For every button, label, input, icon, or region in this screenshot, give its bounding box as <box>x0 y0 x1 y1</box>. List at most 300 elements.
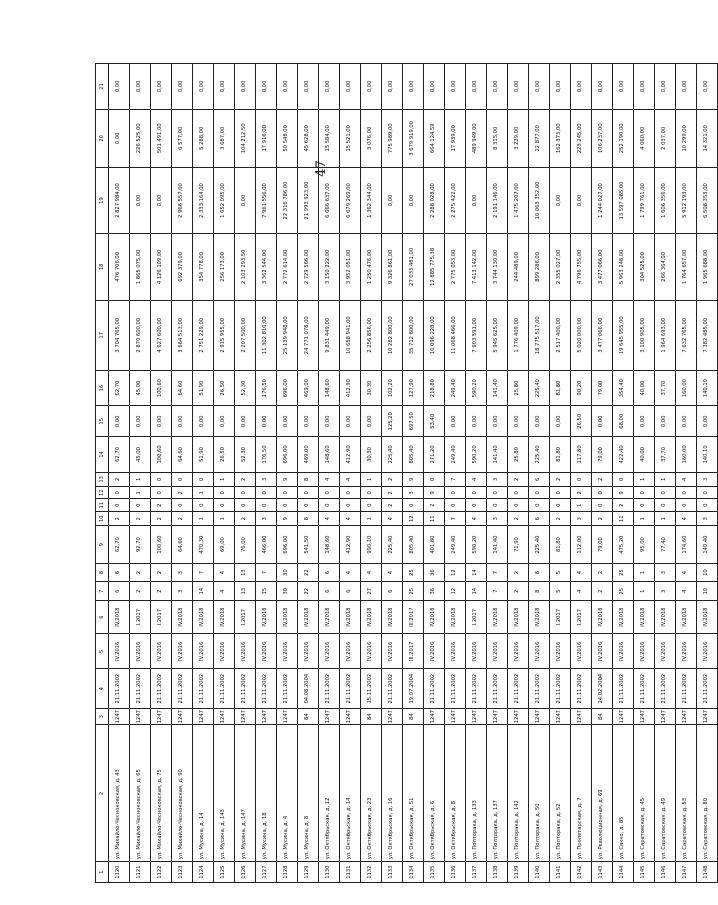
table-cell: 176,50 <box>256 437 277 472</box>
table-cell: 13 597 085,00 <box>613 167 634 233</box>
table-cell: 0,00 <box>361 406 382 437</box>
table-cell: 127,90 <box>403 371 424 406</box>
table-cell: 1 606 356,00 <box>655 167 676 233</box>
table-cell: 4 <box>340 511 361 526</box>
table-cell: 354 778,00 <box>193 234 214 300</box>
table-cell: 174,60 <box>676 526 697 563</box>
table-cell: 1133 <box>382 862 403 883</box>
table-cell: 0 <box>550 499 571 511</box>
table-cell: 8 315,00 <box>487 109 508 167</box>
table-cell: IV.2016 <box>361 634 382 669</box>
table-cell: 37,70 <box>655 371 676 406</box>
column-number: 21 <box>96 64 109 110</box>
table-cell: 0 <box>697 499 718 511</box>
table-cell: 10 282 800,00 <box>382 300 403 370</box>
table-cell: 2 <box>130 511 151 526</box>
table-cell: 0 <box>172 499 193 511</box>
table-cell: 466,00 <box>256 526 277 563</box>
table-row <box>256 64 277 883</box>
table-cell: 79,00 <box>592 437 613 472</box>
table-cell: 1 <box>130 487 151 499</box>
table-cell: 21.11.2002 <box>319 669 340 708</box>
table-cell: IV.2016 <box>676 634 697 669</box>
table-cell: 271,20 <box>424 437 445 472</box>
address-cell: ул. Октябрьская, д. 51 <box>403 725 424 862</box>
table-row <box>319 64 340 883</box>
table-cell: 0 <box>676 499 697 511</box>
table-cell: 0,00 <box>277 406 298 437</box>
table-cell: IV.2018 <box>193 601 214 634</box>
table-cell: 10 <box>697 582 718 601</box>
table-cell: 1147 <box>676 862 697 883</box>
table-cell: 3 <box>172 563 193 582</box>
table-cell: 2 <box>130 563 151 582</box>
table-cell: IV.2016 <box>319 634 340 669</box>
table-cell: 27 033 481,00 <box>403 234 424 300</box>
table-cell: 0,00 <box>487 64 508 110</box>
table-cell: 0,00 <box>529 406 550 437</box>
table-cell: 19.07.2004 <box>403 669 424 708</box>
table-cell: 5 912 193,00 <box>676 167 697 233</box>
table-cell: 1 475 207,00 <box>508 167 529 233</box>
table-cell: IV.2016 <box>487 634 508 669</box>
table-cell: IV.2016 <box>235 634 256 669</box>
table-cell: 6 <box>109 582 130 601</box>
table-cell: 81,80 <box>550 371 571 406</box>
table-cell: 21.11.2002 <box>571 669 592 708</box>
table-cell: 3 <box>172 582 193 601</box>
table-cell: 11 <box>613 511 634 526</box>
table-cell: I.2017 <box>571 601 592 634</box>
table-cell: 1143 <box>592 862 613 883</box>
table-cell: IV.2016 <box>151 634 172 669</box>
table-cell: 0,00 <box>277 64 298 110</box>
table-cell: 0,00 <box>172 64 193 110</box>
table-row <box>130 64 151 883</box>
table-cell: IV.2016 <box>529 634 550 669</box>
table-cell: 1247 <box>487 708 508 725</box>
table-cell: 9 326 861,00 <box>382 234 403 300</box>
table-cell: 90,20 <box>571 371 592 406</box>
table-cell: IV.2018 <box>382 601 403 634</box>
table-cell: 35 712 600,00 <box>403 300 424 370</box>
table-cell: 0,00 <box>256 406 277 437</box>
table-cell: IV.2018 <box>298 601 319 634</box>
table-row <box>298 64 319 883</box>
address-cell: ул. Михайло-Чесноковская, д. 65 <box>130 725 151 862</box>
table-cell: 1 652 095,00 <box>214 167 235 233</box>
table-cell: 0,00 <box>466 406 487 437</box>
table-cell: 2 <box>508 563 529 582</box>
table-cell: I.2017 <box>550 601 571 634</box>
column-number: 3 <box>96 708 109 725</box>
table-cell: 1 799 761,00 <box>634 167 655 233</box>
table-cell: 11 <box>424 511 445 526</box>
table-cell: 1123 <box>172 862 193 883</box>
table-cell: 401,80 <box>424 526 445 563</box>
table-cell: 2 <box>550 511 571 526</box>
table-row <box>193 64 214 883</box>
table-cell: 3 679 919,00 <box>403 109 424 167</box>
table-cell: 2 <box>592 582 613 601</box>
table-cell: 2 915 955,00 <box>214 300 235 370</box>
table-cell: 2 729 566,00 <box>298 234 319 300</box>
table-cell: 0,00 <box>655 406 676 437</box>
table-cell: 21.11.2002 <box>256 669 277 708</box>
address-cell: ул. Полторака, д. 50 <box>529 725 550 862</box>
table-cell: 541,50 <box>298 526 319 563</box>
table-cell: 21.11.2002 <box>130 669 151 708</box>
table-cell: 2 <box>592 511 613 526</box>
header-row <box>96 64 109 883</box>
table-cell: 6 <box>340 582 361 601</box>
table-cell: 40,00 <box>634 437 655 472</box>
table-cell: 9 <box>403 472 424 487</box>
table-cell: 36 <box>424 563 445 582</box>
address-cell: ул. Мусина, д. 147 <box>235 725 256 862</box>
table-cell: 9 <box>613 487 634 499</box>
table-cell: 52,30 <box>235 437 256 472</box>
table-cell: 140,10 <box>697 437 718 472</box>
table-cell: IV.2018 <box>340 601 361 634</box>
table-cell: 69,00 <box>214 526 235 563</box>
table-cell: 2 103 293,50 <box>235 234 256 300</box>
table-cell: 0 <box>256 487 277 499</box>
table-cell: 1 <box>193 511 214 526</box>
table-cell: 2 <box>592 472 613 487</box>
table-cell: 1 <box>361 472 382 487</box>
table-cell: IV.2016 <box>550 634 571 669</box>
table-cell: 6 <box>529 472 550 487</box>
table-cell: 1125 <box>214 862 235 883</box>
table-cell: 148,60 <box>319 437 340 472</box>
table-row <box>550 64 571 883</box>
table-cell: 21.11.2002 <box>508 669 529 708</box>
table-cell: 6 508 353,00 <box>697 167 718 233</box>
table-cell: IV.2016 <box>655 634 676 669</box>
table-cell: 1 <box>361 511 382 526</box>
table-cell: 1247 <box>571 708 592 725</box>
table-cell: 64,60 <box>172 526 193 563</box>
table-cell: 3 477 066,00 <box>592 300 613 370</box>
table-cell: 17 916,00 <box>256 109 277 167</box>
table-cell: 0 <box>592 487 613 499</box>
table-cell: 13 <box>235 582 256 601</box>
table-cell: 249,40 <box>445 371 466 406</box>
table-cell: 2 <box>172 487 193 499</box>
table-cell: 17 939,00 <box>445 109 466 167</box>
table-cell: 0 <box>508 499 529 511</box>
table-row <box>613 64 634 883</box>
table-cell: 3 704 765,00 <box>109 300 130 370</box>
table-row <box>697 64 718 883</box>
table-cell: 0,00 <box>256 64 277 110</box>
table-cell: 225,40 <box>529 371 550 406</box>
address-cell: ул. Октябрьская, д. 8 <box>445 725 466 862</box>
table-cell: 696,00 <box>277 437 298 472</box>
table-cell: 4 <box>382 511 403 526</box>
table-cell: IV.2016 <box>130 634 151 669</box>
table-cell: 0 <box>424 472 445 487</box>
table-cell: 22 316 786,00 <box>277 167 298 233</box>
table-cell: 14 <box>466 582 487 601</box>
table-cell: 0,00 <box>550 64 571 110</box>
table-cell: 141,40 <box>487 371 508 406</box>
table-cell: 21.11.2002 <box>550 669 571 708</box>
address-cell: ул. Саратовская, д. 53 <box>676 725 697 862</box>
table-cell: 0 <box>466 499 487 511</box>
table-cell: 0,00 <box>550 406 571 437</box>
table-cell: 469,00 <box>298 437 319 472</box>
table-cell: 6 666 637,00 <box>319 167 340 233</box>
table-cell: 0 <box>655 487 676 499</box>
table-cell: 21.11.2002 <box>676 669 697 708</box>
table-cell: 475,20 <box>613 526 634 563</box>
table-cell: 0 <box>172 472 193 487</box>
table-cell: 1135 <box>424 862 445 883</box>
table-cell: 2 751 229,00 <box>193 300 214 370</box>
table-cell: 30,30 <box>361 371 382 406</box>
column-number: 14 <box>96 437 109 472</box>
table-cell: 2 256 856,00 <box>361 300 382 370</box>
table-cell: 1121 <box>130 862 151 883</box>
table-cell: 2 288 028,00 <box>424 167 445 233</box>
table-cell: 6 <box>319 563 340 582</box>
table-cell: 0,00 <box>613 64 634 110</box>
table-cell: 805,40 <box>403 526 424 563</box>
table-cell: 10 063 352,00 <box>529 167 550 233</box>
table-cell: 100,60 <box>151 526 172 563</box>
table-cell: 18 775 517,00 <box>529 300 550 370</box>
table-cell: 15 <box>256 582 277 601</box>
table-cell: 249,40 <box>445 526 466 563</box>
table-cell: 225,40 <box>529 437 550 472</box>
table-cell: IV.2016 <box>340 634 361 669</box>
table-cell: 6 <box>382 582 403 601</box>
address-cell: ул. Мусина, д. 8 <box>298 725 319 862</box>
table-cell: 0,00 <box>697 64 718 110</box>
data-table <box>95 63 718 883</box>
table-cell: 1247 <box>109 708 130 725</box>
table-cell: 0,00 <box>466 64 487 110</box>
table-cell: 0 <box>256 499 277 511</box>
address-cell: ул. Октябрьская, д. 14 <box>340 725 361 862</box>
table-cell: 10 299,00 <box>676 109 697 167</box>
table-cell: 3 744 130,00 <box>487 234 508 300</box>
table-cell: IV.2018 <box>109 601 130 634</box>
table-cell: 2 355 027,00 <box>550 234 571 300</box>
table-cell: 2 870 600,00 <box>130 300 151 370</box>
table-cell: 0 <box>235 487 256 499</box>
table-cell: 25 <box>403 563 424 582</box>
table-cell: 2 333 164,00 <box>193 167 214 233</box>
table-cell: 21.11.2002 <box>487 669 508 708</box>
table-cell: 590,20 <box>466 371 487 406</box>
address-cell: ул. Октябрьская, д. 6 <box>424 725 445 862</box>
table-cell: 0 <box>277 487 298 499</box>
table-cell: 0,00 <box>130 64 151 110</box>
table-cell: 1126 <box>235 862 256 883</box>
table-cell: 4 <box>676 582 697 601</box>
table-cell: 16 096 228,00 <box>424 300 445 370</box>
table-cell: 0,00 <box>298 64 319 110</box>
table-cell: 0 <box>676 487 697 499</box>
table-cell: 1247 <box>655 708 676 725</box>
table-cell: 0,00 <box>508 64 529 110</box>
table-cell: 0 <box>634 487 655 499</box>
table-cell: 25 <box>613 582 634 601</box>
column-number: 5 <box>96 634 109 669</box>
table-cell: 0,00 <box>466 167 487 233</box>
table-cell: 3 687,00 <box>214 109 235 167</box>
table-cell: 36 <box>424 582 445 601</box>
table-cell: 79,00 <box>592 526 613 563</box>
table-cell: 2 <box>508 582 529 601</box>
table-cell: 1247 <box>508 708 529 725</box>
table-row <box>277 64 298 883</box>
table-cell: 696,00 <box>277 371 298 406</box>
table-cell: 1136 <box>445 862 466 883</box>
table-cell: 26,50 <box>214 437 235 472</box>
table-cell: 470,30 <box>193 526 214 563</box>
table-cell: 697,50 <box>403 406 424 437</box>
table-cell: 805,40 <box>403 437 424 472</box>
table-cell: 7 <box>193 563 214 582</box>
table-cell: IV.2016 <box>256 634 277 669</box>
address-cell: ул. Октябрьская, д. 12 <box>319 725 340 862</box>
table-cell: 412,90 <box>340 526 361 563</box>
column-number: 7 <box>96 582 109 601</box>
table-cell: 3 <box>256 472 277 487</box>
table-cell: 1247 <box>214 708 235 725</box>
table-cell: 1122 <box>151 862 172 883</box>
table-cell: 1 764 657,00 <box>676 234 697 300</box>
table-cell: III.2017 <box>403 634 424 669</box>
table-cell: 5 288,00 <box>193 109 214 167</box>
table-cell: 0,00 <box>655 64 676 110</box>
table-cell: 2 775 053,00 <box>445 234 466 300</box>
table-cell: 21.11.2002 <box>151 669 172 708</box>
table-cell: 0,00 <box>151 167 172 233</box>
table-cell: 0 <box>466 487 487 499</box>
column-number: 17 <box>96 300 109 370</box>
table-cell: IV.2018 <box>172 601 193 634</box>
table-row <box>571 64 592 883</box>
table-cell: 11 302 816,00 <box>256 300 277 370</box>
column-number: 2 <box>96 725 109 862</box>
table-cell: 1 <box>571 499 592 511</box>
table-cell: I.2017 <box>151 601 172 634</box>
table-cell: 1 250 476,00 <box>361 234 382 300</box>
table-cell: 13 <box>235 563 256 582</box>
address-cell: ул. Полторака, д. 52 <box>550 725 571 862</box>
table-cell: 0 <box>403 499 424 511</box>
table-cell: 0,00 <box>697 406 718 437</box>
table-cell: 0,00 <box>403 167 424 233</box>
table-cell: 225,40 <box>382 437 403 472</box>
table-cell: 51,90 <box>193 371 214 406</box>
table-cell: 2 207 500,00 <box>235 300 256 370</box>
table-cell: 6 <box>319 582 340 601</box>
table-cell: 0 <box>319 487 340 499</box>
table-cell: 14 321,00 <box>697 109 718 167</box>
table-row <box>445 64 466 883</box>
address-cell: ул. Саратовская, д. 49 <box>655 725 676 862</box>
table-cell: 84 <box>403 708 424 725</box>
table-cell: 249,40 <box>445 437 466 472</box>
table-cell: 7 382 485,00 <box>697 300 718 370</box>
table-cell: 1141 <box>550 862 571 883</box>
table-cell: 84 <box>298 708 319 725</box>
table-row <box>487 64 508 883</box>
table-cell: 162 373,00 <box>550 109 571 167</box>
table-cell: 3 <box>487 472 508 487</box>
table-cell: 2 <box>424 499 445 511</box>
address-cell: ул. Сакко, д. 85 <box>613 725 634 862</box>
table-cell: 12 <box>403 511 424 526</box>
table-cell: 22 <box>298 563 319 582</box>
table-cell: 1 <box>634 511 655 526</box>
table-cell: I.2017 <box>130 601 151 634</box>
table-cell: 8 <box>298 472 319 487</box>
column-number: 6 <box>96 601 109 634</box>
table-cell: 2 <box>151 511 172 526</box>
table-cell: 3 <box>571 511 592 526</box>
column-number: 18 <box>96 234 109 300</box>
table-cell: 0,00 <box>676 406 697 437</box>
table-cell: 1 362 344,00 <box>361 167 382 233</box>
table-cell: IV.2018 <box>361 601 382 634</box>
table-cell: 1 <box>130 472 151 487</box>
table-cell: 1247 <box>130 708 151 725</box>
table-cell: 1145 <box>634 862 655 883</box>
table-cell: 100,60 <box>151 371 172 406</box>
table-cell: 1134 <box>403 862 424 883</box>
table-row <box>172 64 193 883</box>
table-cell: 15.11.2002 <box>361 669 382 708</box>
table-cell: 106 237,00 <box>592 109 613 167</box>
table-cell: 0,00 <box>172 406 193 437</box>
table-row <box>382 64 403 883</box>
table-cell: 1 965 688,00 <box>697 234 718 300</box>
table-cell: 1 244 027,00 <box>592 167 613 233</box>
table-cell: 489 949,00 <box>466 109 487 167</box>
table-cell: 590,20 <box>466 437 487 472</box>
table-cell: IV.2016 <box>277 634 298 669</box>
table-cell: 24 771 078,00 <box>298 300 319 370</box>
table-cell: 0 <box>445 499 466 511</box>
table-cell: 0 <box>634 499 655 511</box>
table-cell: 62,70 <box>109 371 130 406</box>
table-cell: 6 <box>529 511 550 526</box>
table-cell: IV.2018 <box>487 601 508 634</box>
table-cell: 1247 <box>193 708 214 725</box>
table-cell: 25 <box>613 563 634 582</box>
table-cell: 21.11.2002 <box>109 669 130 708</box>
table-cell: 1247 <box>172 708 193 725</box>
table-cell: 8 <box>529 563 550 582</box>
table-cell: 1131 <box>340 862 361 883</box>
table-cell: 26,50 <box>571 406 592 437</box>
table-cell: 0,00 <box>151 64 172 110</box>
table-cell: 4 <box>214 582 235 601</box>
table-cell: 0 <box>361 487 382 499</box>
table-cell: 244 489,00 <box>508 234 529 300</box>
table-cell: 1132 <box>361 862 382 883</box>
table-cell: 50 548,00 <box>277 109 298 167</box>
table-cell: 0,00 <box>130 406 151 437</box>
table-cell: IV.2018 <box>445 601 466 634</box>
